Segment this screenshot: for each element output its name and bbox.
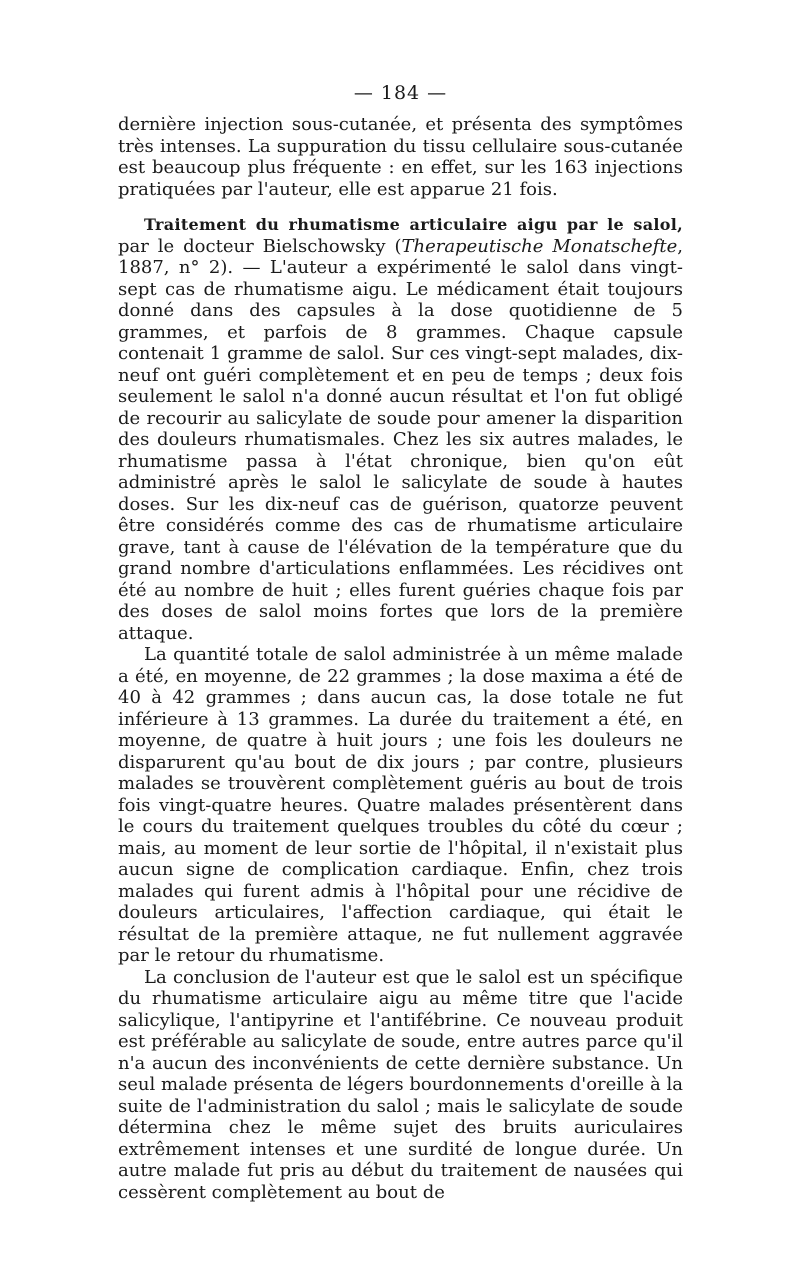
paragraph-conclusion: La conclusion de l'auteur est que le salol est un spécifique du rhumatisme articulaire aigu au même titre que l'acide salicylique, l'antipyrine et l'antifébrine. Ce nouveau produit est préférable au salicylate de soude, entre autres parce qu'il n'a aucun des inconvénients de cette dernière substance. Un seul malade présenta de légers bourdonnements d'oreille à la suite de l'administration du salol ; mais le salicylate de soude détermina chez le même sujet des bruits auriculaires extrêmement intenses et une surdité de longue durée. Un autre malade fut pris au début du traitement de nausées qui cessèrent complètement au bout de (118, 966, 683, 1203)
paragraph-salol-study (118, 214, 683, 644)
paragraph-injection-results: dernière injection sous-cutanée, et présenta des symptômes très intenses. La suppuration du tissu cellulaire sous-cutanée est beaucoup plus fréquente : en effet, sur les 163 injections pratiquées par l'auteur, elle est apparue 21 fois. (118, 114, 683, 200)
author-credit: par le docteur Bielschowsky ( (118, 235, 402, 257)
page-number: — 184 — (353, 82, 448, 104)
section-heading: Traitement du rhumatisme articulaire aigu par le salol, (144, 215, 683, 234)
paragraph-dosage: La quantité totale de salol administrée à un même malade a été, en moyenne, de 22 grammes ; la dose maxima a été de 40 à 42 grammes ; dans aucun cas, la dose totale ne fut inférieure à 13 grammes. La durée du traitement a été, en moyenne, de quatre à huit jours ; une fois les douleurs ne disparurent qu'au bout de dix jours ; par contre, plusieurs malades se trouvèrent complètement guéris au bout de trois fois vingt-quatre heures. Quatre malades présentèrent dans le cours du traitement quelques troubles du côté du cœur ; mais, au moment de leur sortie de l'hôpital, il n'existait plus aucun signe de complication cardiaque. Enfin, chez trois malades qui furent admis à l'hôpital pour une récidive de douleurs articulaires, l'affection cardiaque, qui était le résultat de la première attaque, ne fut nullement aggravée par le retour du rhumatisme. (118, 644, 683, 966)
journal-title: Therapeutische Monatschefte (401, 235, 678, 257)
study-body-text: , 1887, n° 2). — L'auteur a expérimenté le salol dans vingt-sept cas de rhumatisme aigu. Le médicament était toujours donné dans des capsules à la dose quotidienne de 5 grammes, et parfois de 8 grammes. Chaque capsule contenait 1 gramme de salol. Sur ces vingt-sept malades, dix-neuf ont guéri complètement et en peu de temps ; deux fois seulement le salol n'a donné aucun résultat et l'on fut obligé de recourir au salicylate de soude pour amener la disparition des douleurs rhumatismales. Chez les six autres malades, le rhumatisme passa à l'état chronique, bien qu'on eût administré après le salol le salicylate de soude à hautes doses. Sur les dix-neuf cas de guérison, quatorze peuvent être considérés comme des cas de rhumatisme articulaire grave, tant à cause de l'élévation de la température que du grand nombre d'articulations enflammées. Les récidives ont été au nombre de huit ; elles furent guéries chaque fois par des doses de salol moins fortes que lors de la première attaque. (118, 235, 683, 644)
book-page (118, 82, 683, 1203)
